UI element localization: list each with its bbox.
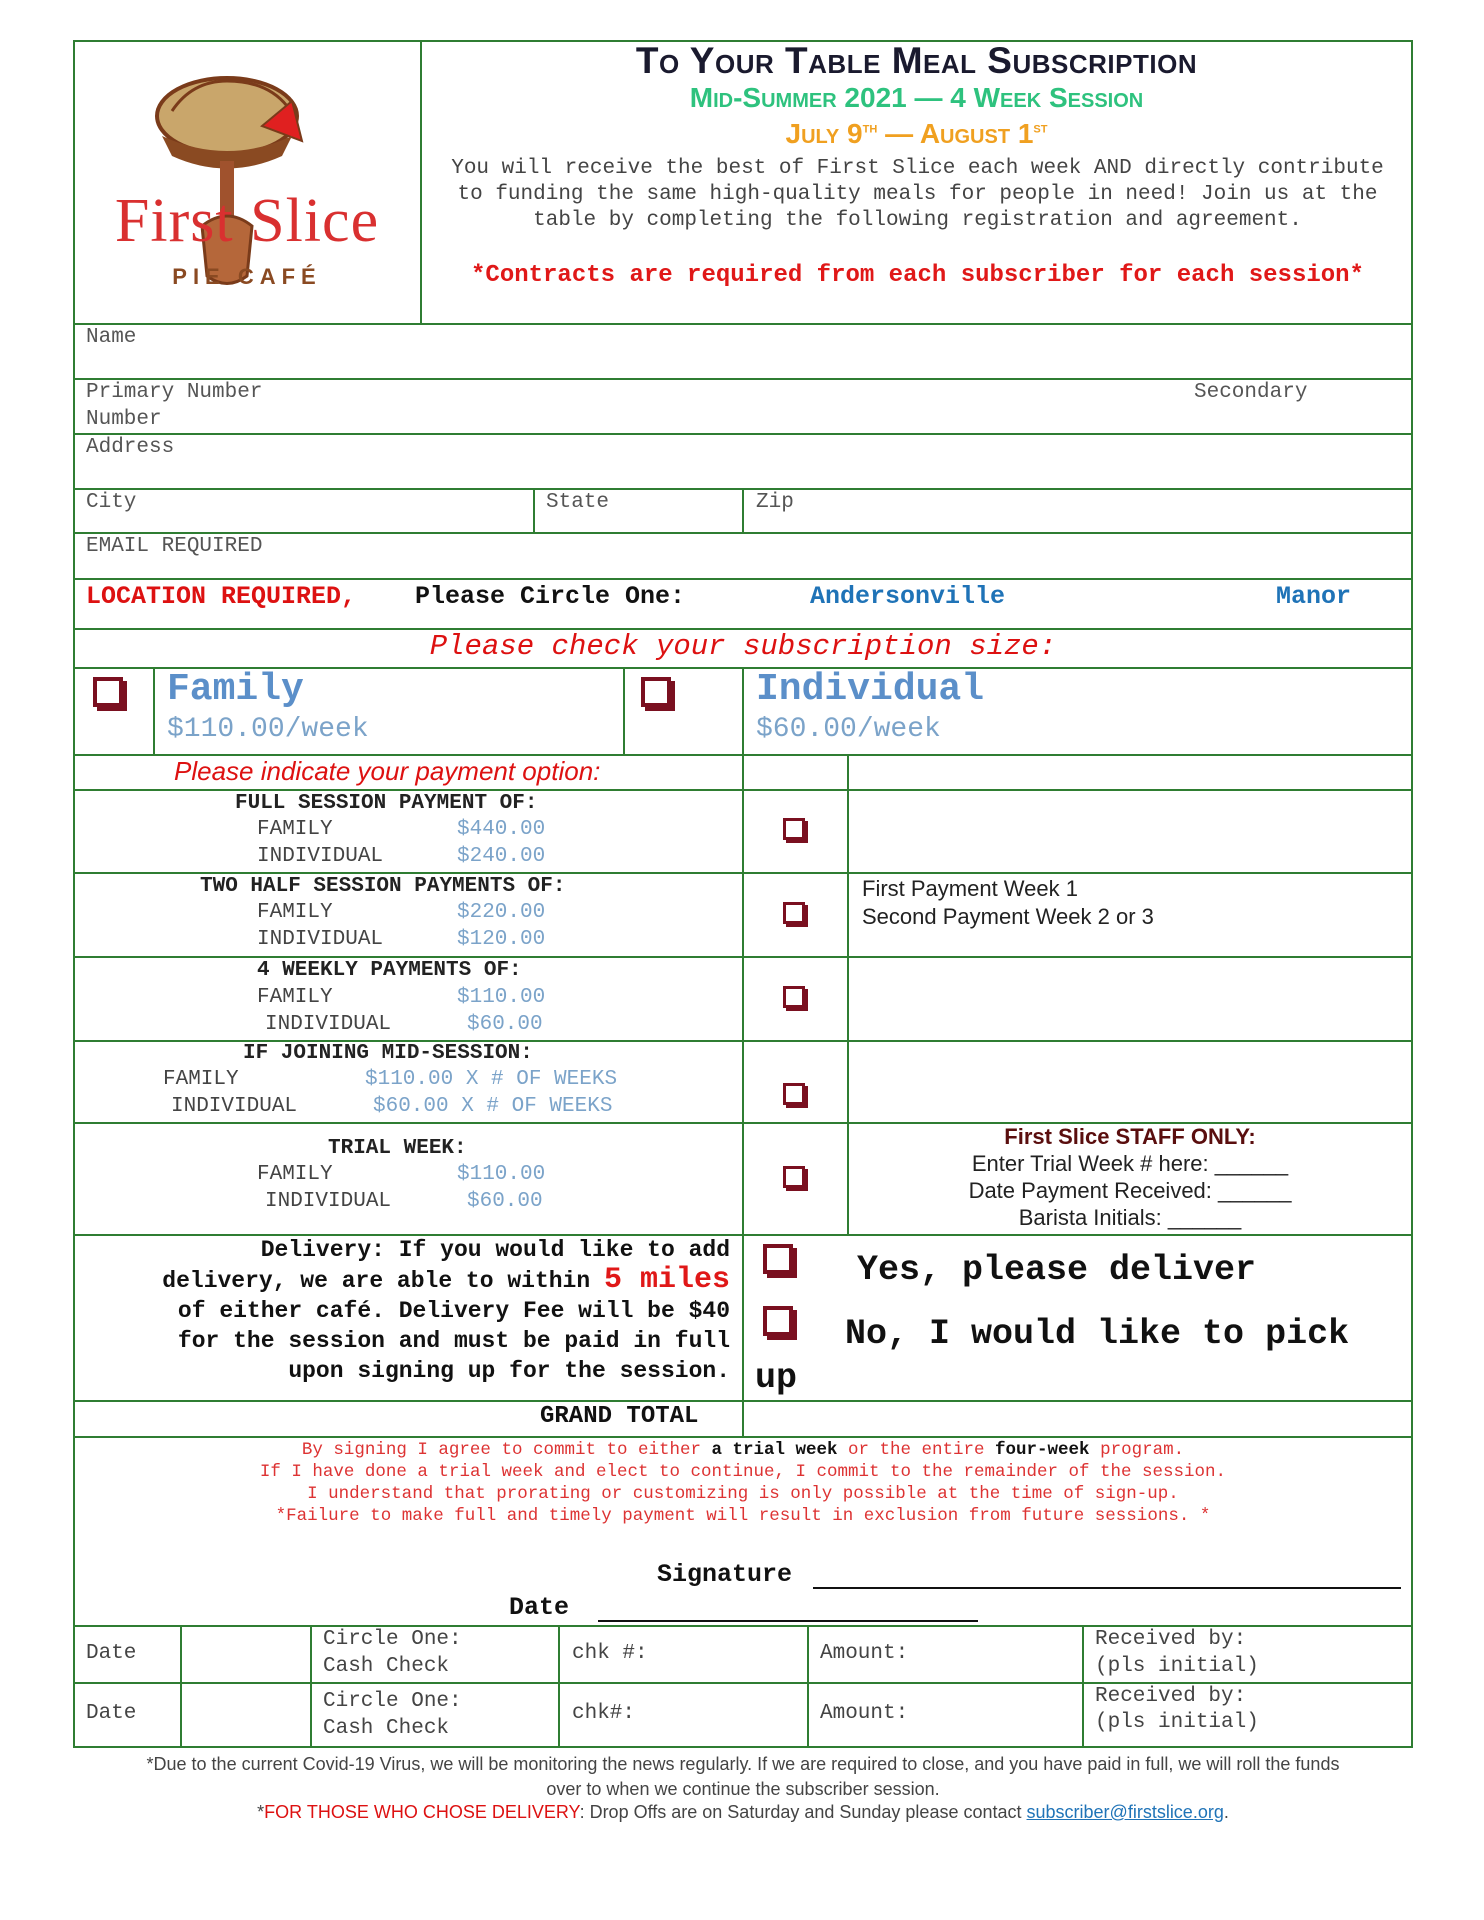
full-session-heading: FULL SESSION PAYMENT OF: bbox=[235, 792, 538, 815]
delivery-yes-checkbox[interactable] bbox=[763, 1244, 793, 1274]
mid-family-amount: $110.00 X # OF WEEKS bbox=[365, 1068, 618, 1091]
family-checkbox[interactable] bbox=[93, 677, 123, 707]
session-dates: July 9th — August 1st bbox=[785, 118, 1048, 149]
page-title: To Your Table Meal Subscription bbox=[635, 40, 1198, 81]
receipt-date-1: Date bbox=[86, 1642, 137, 1665]
date-line[interactable] bbox=[598, 1620, 978, 1622]
receipt-date-2: Date bbox=[86, 1702, 137, 1725]
agreement-text: By signing I agree to commit to either a trial week or the entire four-week program. If I have done a trial week and elect to continue, I commit to the remainder of the session. I understand that prorating or customizing is only possible at the time of sign-up. *Failure to make full and timely payment will result in exclusion from future sessions. * bbox=[259, 1440, 1227, 1526]
family-price: $110.00/week bbox=[167, 714, 369, 745]
subscription-prompt: Please check your subscription size: bbox=[429, 630, 1057, 663]
mid-session-heading: IF JOINING MID-SESSION: bbox=[243, 1042, 533, 1065]
receipt-chk-2: chk#: bbox=[572, 1702, 636, 1725]
full-family: FAMILY bbox=[257, 818, 333, 841]
contracts-notice: *Contracts are required from each subscriber for each session* bbox=[471, 262, 1364, 289]
staff-barista-initials[interactable]: Barista Initials: ______ bbox=[1018, 1205, 1242, 1230]
staff-trial-week[interactable]: Enter Trial Week # here: ______ bbox=[971, 1151, 1289, 1176]
session-title: Mid-Summer 2021 — 4 Week Session bbox=[689, 82, 1144, 113]
grand-total-label: GRAND TOTAL bbox=[540, 1403, 699, 1430]
primary-number-label: Primary Number bbox=[86, 381, 263, 404]
weekly-individual: INDIVIDUAL bbox=[265, 1013, 392, 1036]
subscriber-email-link[interactable]: subscriber@firstslice.org bbox=[1026, 1802, 1224, 1822]
full-session-checkbox[interactable] bbox=[783, 818, 805, 840]
receipt-circle-2: Circle One: bbox=[323, 1690, 462, 1713]
half-individual-amount: $120.00 bbox=[457, 928, 546, 951]
receipt-amount-1: Amount: bbox=[820, 1642, 909, 1665]
half-note-2: Second Payment Week 2 or 3 bbox=[862, 904, 1154, 929]
receipt-amount-2: Amount: bbox=[820, 1702, 909, 1725]
zip-label: Zip bbox=[756, 491, 794, 514]
trial-week-heading: TRIAL WEEK: bbox=[328, 1137, 467, 1160]
mid-session-checkbox[interactable] bbox=[783, 1083, 805, 1105]
intro-text: You will receive the best of First Slice each week AND directly contribute to funding the same high-quality meals for people in need! Join us at the table by completing the following registration and agreement. bbox=[451, 157, 1384, 232]
individual-label: Individual bbox=[756, 668, 985, 711]
individual-price: $60.00/week bbox=[756, 714, 941, 745]
half-family: FAMILY bbox=[257, 901, 333, 924]
location-required: LOCATION REQUIRED, bbox=[86, 582, 357, 611]
weekly-individual-amount: $60.00 bbox=[467, 1013, 543, 1036]
email-label: EMAIL REQUIRED bbox=[86, 535, 263, 558]
date-label: Date bbox=[509, 1593, 570, 1622]
staff-title: First Slice STAFF ONLY: bbox=[1004, 1124, 1256, 1149]
pie-icon bbox=[82, 66, 412, 296]
payment-prompt: Please indicate your payment option: bbox=[174, 756, 601, 786]
location-manor[interactable]: Manor bbox=[1276, 582, 1352, 611]
receipt-received-2: Received by: bbox=[1095, 1685, 1247, 1708]
name-label: Name bbox=[86, 326, 137, 349]
mid-individual-amount: $60.00 X # OF WEEKS bbox=[373, 1095, 613, 1118]
number-label: Number bbox=[86, 408, 162, 431]
receipt-cash-check-2[interactable]: Cash Check bbox=[323, 1717, 450, 1740]
logo bbox=[82, 66, 412, 296]
half-session-checkbox[interactable] bbox=[783, 902, 805, 924]
trial-family: FAMILY bbox=[257, 1163, 333, 1186]
logo-name: First Slice bbox=[114, 187, 380, 255]
logo-sub: PIE CAFÉ bbox=[172, 264, 322, 289]
mid-family: FAMILY bbox=[163, 1068, 239, 1091]
trial-family-amount: $110.00 bbox=[457, 1163, 546, 1186]
trial-individual-amount: $60.00 bbox=[467, 1190, 543, 1213]
secondary-number-label: Secondary bbox=[1194, 381, 1308, 404]
receipt-received-1: Received by: bbox=[1095, 1628, 1247, 1651]
location-circle-prompt: Please Circle One: bbox=[415, 582, 686, 611]
receipt-initial-2: (pls initial) bbox=[1095, 1711, 1259, 1734]
weekly-checkbox[interactable] bbox=[783, 986, 805, 1008]
receipt-circle-1: Circle One: bbox=[323, 1628, 462, 1651]
delivery-text: Delivery: If you would like to add delivery, we are able to within 5 miles of either café. Delivery Fee will be $40 for the session and must be paid in full upon signing up for the session. bbox=[162, 1237, 730, 1384]
trial-individual: INDIVIDUAL bbox=[265, 1190, 392, 1213]
delivery-footer: *FOR THOSE WHO CHOSE DELIVERY: Drop Offs are on Saturday and Sunday please contact subscriber@firstslice.org. bbox=[257, 1802, 1229, 1822]
state-label: State bbox=[546, 491, 610, 514]
trial-week-checkbox[interactable] bbox=[783, 1166, 805, 1188]
receipt-chk-1: chk #: bbox=[572, 1642, 648, 1665]
full-individual: INDIVIDUAL bbox=[257, 845, 384, 868]
location-andersonville[interactable]: Andersonville bbox=[810, 582, 1006, 611]
covid-notice: *Due to the current Covid-19 Virus, we will be monitoring the news regularly. If we are required to close, and you have paid in full, we will roll the funds over to when we continue the subscriber session. bbox=[146, 1754, 1340, 1799]
full-family-amount: $440.00 bbox=[457, 818, 546, 841]
receipt-cash-check-1[interactable]: Cash Check bbox=[323, 1655, 450, 1678]
delivery-no-label-2: up bbox=[755, 1358, 798, 1398]
delivery-no-label: No, I would like to pick bbox=[845, 1314, 1350, 1354]
half-note-1: First Payment Week 1 bbox=[862, 876, 1078, 901]
half-session-heading: TWO HALF SESSION PAYMENTS OF: bbox=[200, 875, 566, 898]
mid-individual: INDIVIDUAL bbox=[171, 1095, 298, 1118]
half-individual: INDIVIDUAL bbox=[257, 928, 384, 951]
city-label: City bbox=[86, 491, 137, 514]
full-individual-amount: $240.00 bbox=[457, 845, 546, 868]
weekly-family-amount: $110.00 bbox=[457, 986, 546, 1009]
address-label: Address bbox=[86, 436, 175, 459]
delivery-no-checkbox[interactable] bbox=[763, 1306, 793, 1336]
family-label: Family bbox=[167, 668, 304, 711]
individual-checkbox[interactable] bbox=[641, 677, 671, 707]
half-family-amount: $220.00 bbox=[457, 901, 546, 924]
signature-line[interactable] bbox=[813, 1587, 1401, 1589]
receipt-initial-1: (pls initial) bbox=[1095, 1655, 1259, 1678]
weekly-family: FAMILY bbox=[257, 986, 333, 1009]
weekly-heading: 4 WEEKLY PAYMENTS OF: bbox=[257, 959, 522, 982]
signature-label: Signature bbox=[657, 1560, 793, 1589]
staff-date-received[interactable]: Date Payment Received: ______ bbox=[968, 1178, 1292, 1203]
delivery-yes-label: Yes, please deliver bbox=[857, 1250, 1257, 1290]
